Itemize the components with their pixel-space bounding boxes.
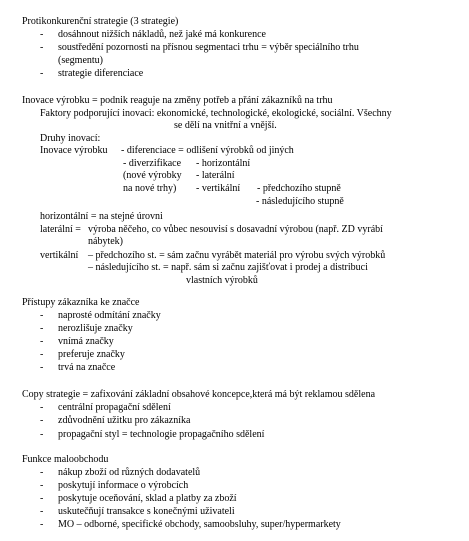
list-item: MO – odborné, specifické obchody, samoobsluhy, super/hypermarkety xyxy=(58,519,341,530)
diferenciace-definition: - diferenciace = odlišení výrobků od jiných xyxy=(121,145,294,156)
list-item: propagační styl = technologie propagačního sdělení xyxy=(58,429,265,440)
bullet-marker: - xyxy=(40,402,44,413)
section-heading-protikonkurencni: Protikonkurenční strategie (3 strategie) xyxy=(22,16,179,27)
list-item: centrální propagační sdělení xyxy=(58,402,171,413)
section-heading-funkce-maloobchodu: Funkce maloobchodu xyxy=(22,454,109,465)
list-item: uskutečňují transakce s konečnými uživateli xyxy=(58,506,235,517)
list-item: naprosté odmítání značky xyxy=(58,310,161,321)
bullet-marker: - xyxy=(40,336,44,347)
horizontalni-definition: horizontální = na stejné úrovni xyxy=(40,211,163,222)
lateralni-label: laterální = xyxy=(40,224,81,235)
factors-line: Faktory podporující inovaci: ekonomické, technologické, ekologické, sociální. Všechny xyxy=(40,108,392,119)
list-item: nákup zboží od různých dodavatelů xyxy=(58,467,201,478)
section-heading-pristupy: Přístupy zákazníka ke značce xyxy=(22,297,140,308)
bullet-marker: - xyxy=(40,519,44,530)
types-heading: Druhy inovací: xyxy=(40,133,101,144)
vertikalni-item: - vertikální xyxy=(196,183,241,194)
diverzifikace-item: - diverzifikace xyxy=(123,158,182,169)
bullet-marker: - xyxy=(40,506,44,517)
list-item: dosáhnout nižších nákladů, než jaké má konkurence xyxy=(58,29,266,40)
vertikalni-definition-nasledujiciho: – následujícího st. = např. sám si začnu zajišťovat i prodej a distribuci xyxy=(88,262,368,273)
bullet-marker: - xyxy=(40,480,44,491)
list-item: poskytují informace o výrobcích xyxy=(58,480,189,491)
bullet-marker: - xyxy=(40,415,44,426)
list-item: preferuje značky xyxy=(58,349,125,360)
list-item: zdůvodnění užitku pro zákazníka xyxy=(58,415,191,426)
vertikalni-label: vertikální xyxy=(40,250,79,261)
bullet-marker: - xyxy=(40,429,44,440)
bullet-marker: - xyxy=(40,467,44,478)
bullet-marker: - xyxy=(40,493,44,504)
list-item: soustředění pozornosti na přísnou segmentaci trhu = výběr speciálního trhu xyxy=(58,42,359,53)
bullet-marker: - xyxy=(40,362,44,373)
bullet-marker: - xyxy=(40,42,44,53)
lateralni-definition-continuation: nábytek) xyxy=(88,236,123,247)
lateralni-definition: výroba něčeho, co vůbec nesouvisí s dosavadní výrobou (např. ZD vyrábí xyxy=(88,224,383,235)
bullet-marker: - xyxy=(40,323,44,334)
list-item: poskytuje oceňování, sklad a platby za zboží xyxy=(58,493,237,504)
lateralni-item: - laterální xyxy=(196,170,235,181)
vertikalni-definition-continuation: vlastních výrobků xyxy=(186,275,258,286)
list-item: strategie diferenciace xyxy=(58,68,144,79)
predchoziho-stupne-item: - předchozího stupně xyxy=(257,183,341,194)
nasledujiciho-stupne-item: - následujícího stupně xyxy=(256,196,344,207)
na-nove-trhy-note: na nové trhy) xyxy=(123,183,177,194)
horizontalni-item: - horizontální xyxy=(196,158,251,169)
list-item: trvá na značce xyxy=(58,362,116,373)
section-heading-inovace: Inovace výrobku = podnik reaguje na změny potřeb a přání zákazníků na trhu xyxy=(22,95,333,106)
list-item: vnímá značky xyxy=(58,336,114,347)
nove-vyrobky-note: (nové výrobky xyxy=(123,170,182,181)
bullet-marker: - xyxy=(40,310,44,321)
list-item: nerozlišuje značky xyxy=(58,323,133,334)
bullet-marker: - xyxy=(40,29,44,40)
inovace-label: Inovace výrobku xyxy=(40,145,108,156)
section-heading-copy-strategie: Copy strategie = zafixování základní obsahové koncepce,která má být reklamou sdělena xyxy=(22,389,376,400)
list-item-continuation: (segmentu) xyxy=(58,55,103,66)
bullet-marker: - xyxy=(40,68,44,79)
vertikalni-definition-predchoziho: – předchozího st. = sám začnu vyrábět materiál pro výrobu svých výrobků xyxy=(88,250,386,261)
bullet-marker: - xyxy=(40,349,44,360)
factors-line-continuation: se dělí na vnitřní a vnější. xyxy=(174,120,277,131)
